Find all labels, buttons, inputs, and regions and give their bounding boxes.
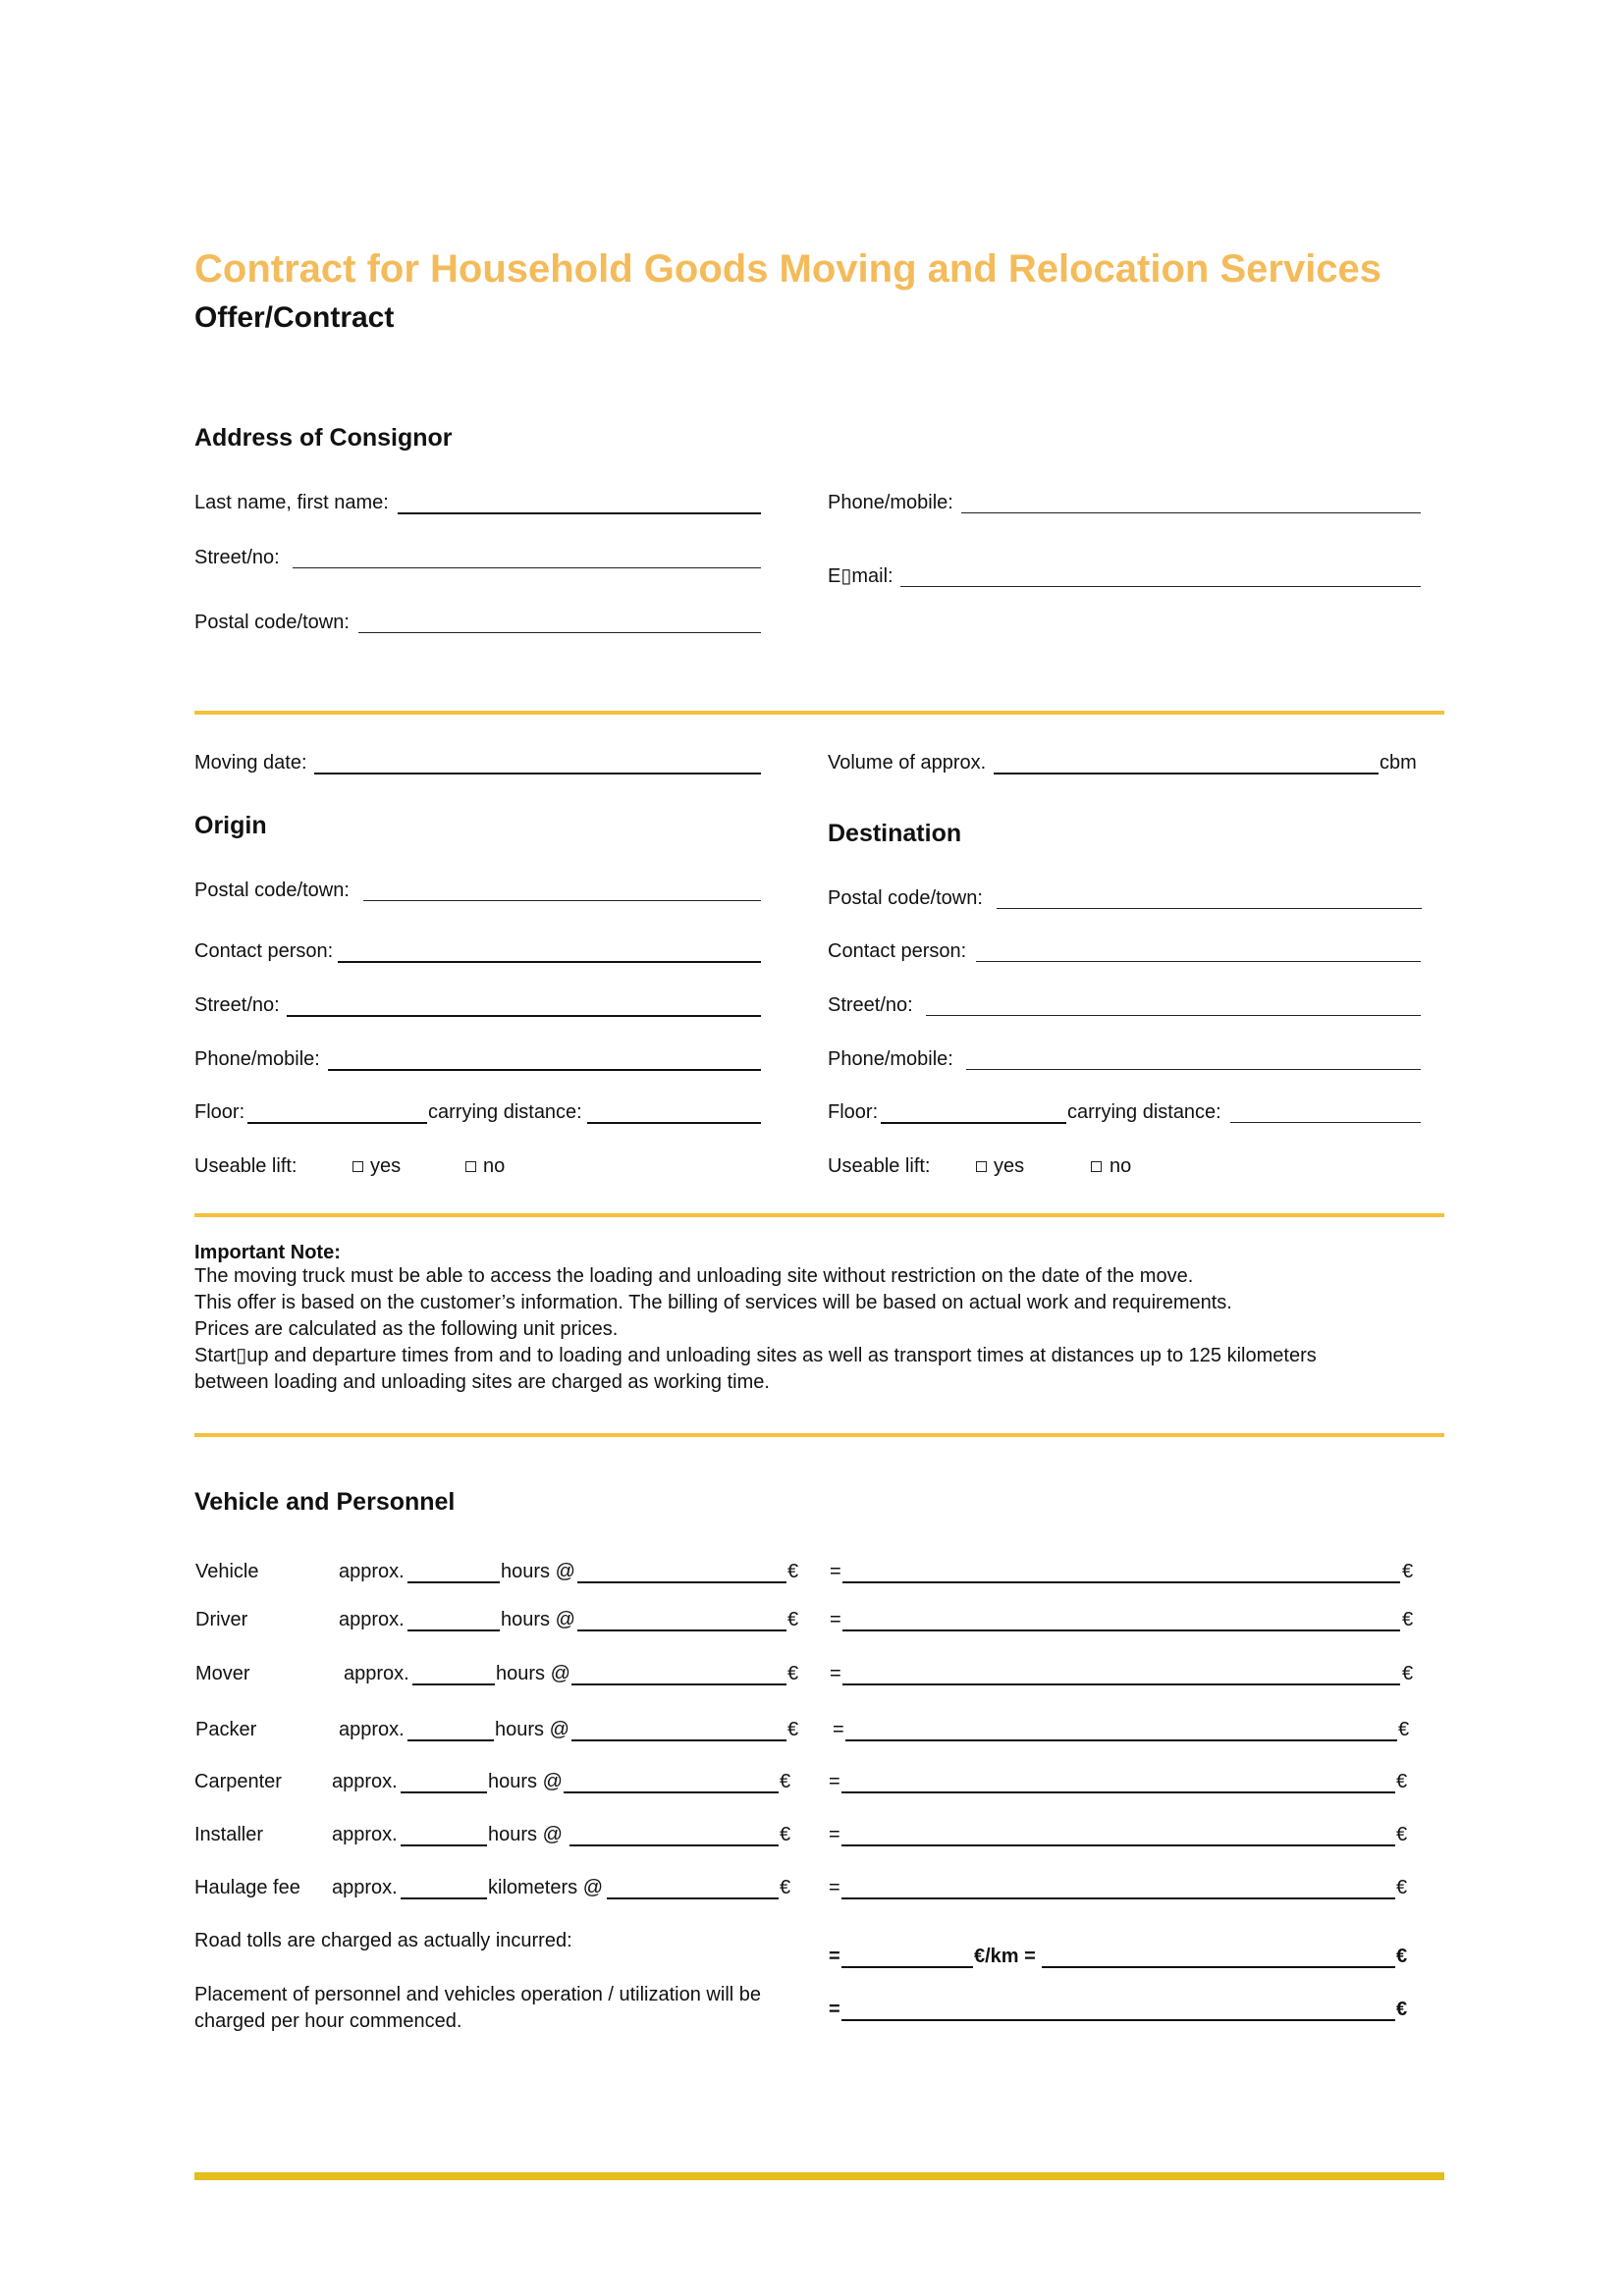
destination-floor-field[interactable]	[881, 1122, 1066, 1124]
footer-bar	[194, 2172, 1444, 2180]
note-heading: Important Note:	[194, 1242, 341, 1263]
hours-label: hours @	[488, 1771, 563, 1792]
destination-lift-label: Useable lift:	[828, 1155, 931, 1177]
note-line: Start▯up and departure times from and to loading and unloading sites as well as transport times at distances up to 125 kilometers	[194, 1345, 1317, 1366]
destination-contact-label: Contact person:	[828, 940, 967, 962]
destination-distance-field[interactable]	[1230, 1122, 1421, 1123]
row-label-packer: Packer	[195, 1719, 257, 1740]
hours-label: hours @	[495, 1719, 569, 1740]
moving-date-field[interactable]	[314, 773, 761, 774]
euro-label: €	[787, 1663, 799, 1684]
consignor-heading: Address of Consignor	[194, 424, 453, 452]
approx-label: approx.	[339, 1719, 405, 1740]
packer-hours-field[interactable]	[407, 1739, 494, 1741]
placement-text: charged per hour commenced.	[194, 2010, 462, 2032]
section-divider	[194, 1213, 1444, 1217]
euro-label: €	[780, 1771, 791, 1792]
mover-rate-field[interactable]	[571, 1683, 786, 1685]
origin-contact-label: Contact person:	[194, 940, 334, 962]
row-label-carpenter: Carpenter	[194, 1771, 282, 1792]
tolls-total-field[interactable]	[1042, 1966, 1395, 1968]
equals-label: =	[830, 1609, 841, 1630]
destination-postal-label: Postal code/town:	[828, 887, 983, 909]
consignor-postal-field[interactable]	[358, 632, 761, 633]
consignor-street-label: Street/no:	[194, 547, 280, 568]
origin-lift-no-label: no	[483, 1155, 506, 1177]
moving-date-label: Moving date:	[194, 752, 307, 774]
origin-distance-label: carrying distance:	[428, 1101, 582, 1123]
vehicle-rate-field[interactable]	[577, 1581, 786, 1583]
origin-street-label: Street/no:	[194, 994, 280, 1016]
haulage-total-field[interactable]	[841, 1897, 1395, 1899]
mover-total-field[interactable]	[842, 1683, 1400, 1685]
equals-label: =	[829, 1824, 840, 1845]
euro-label: €	[1396, 1946, 1408, 1967]
euro-label: €	[1396, 1771, 1408, 1792]
origin-lift-no-checkbox[interactable]	[465, 1161, 476, 1172]
origin-lift-label: Useable lift:	[194, 1155, 298, 1177]
euro-label: €	[1396, 1824, 1408, 1845]
section-divider	[194, 1433, 1444, 1437]
consignor-postal-label: Postal code/town:	[194, 612, 350, 633]
volume-label: Volume of approx.	[828, 752, 987, 774]
installer-hours-field[interactable]	[401, 1844, 487, 1846]
consignor-email-field[interactable]	[900, 586, 1421, 587]
origin-lift-yes-checkbox[interactable]	[352, 1161, 363, 1172]
equals-label: =	[830, 1663, 841, 1684]
euro-label: €	[780, 1824, 791, 1845]
note-line: This offer is based on the customer’s information. The billing of services will be based on actual work and requirements.	[194, 1292, 1232, 1313]
carpenter-total-field[interactable]	[841, 1791, 1395, 1793]
carpenter-rate-field[interactable]	[564, 1791, 779, 1793]
document-subtitle: Offer/Contract	[194, 301, 395, 334]
euro-label: €	[1402, 1609, 1414, 1630]
driver-hours-field[interactable]	[407, 1629, 500, 1631]
origin-lift-yes-label: yes	[370, 1155, 402, 1177]
approx-label: approx.	[332, 1877, 398, 1898]
destination-phone-label: Phone/mobile:	[828, 1048, 953, 1070]
consignor-name-field[interactable]	[398, 512, 761, 514]
vehicle-heading: Vehicle and Personnel	[194, 1488, 456, 1516]
hours-label: hours @	[501, 1609, 575, 1630]
origin-postal-label: Postal code/town:	[194, 880, 350, 901]
euro-label: €	[787, 1609, 799, 1630]
approx-label: approx.	[339, 1561, 405, 1582]
euro-label: €	[787, 1719, 799, 1740]
approx-label: approx.	[339, 1609, 405, 1630]
euro-label: €	[1396, 1999, 1408, 2020]
destination-heading: Destination	[828, 820, 962, 847]
destination-contact-field[interactable]	[976, 961, 1421, 962]
destination-street-field[interactable]	[926, 1015, 1421, 1016]
euro-label: €	[1398, 1719, 1410, 1740]
euro-label: €	[1402, 1663, 1414, 1684]
hours-label: hours @	[496, 1663, 570, 1684]
destination-street-label: Street/no:	[828, 994, 913, 1016]
equals-label: =	[833, 1719, 844, 1740]
packer-rate-field[interactable]	[571, 1739, 786, 1741]
mover-hours-field[interactable]	[412, 1683, 495, 1685]
destination-distance-label: carrying distance:	[1067, 1101, 1221, 1123]
volume-field[interactable]	[994, 773, 1379, 774]
carpenter-hours-field[interactable]	[401, 1791, 487, 1793]
equals-label: =	[829, 1999, 840, 2020]
row-label-haulage-fee: Haulage fee	[194, 1877, 300, 1898]
row-label-vehicle: Vehicle	[195, 1561, 259, 1582]
consignor-phone-field[interactable]	[961, 512, 1421, 513]
origin-floor-label: Floor:	[194, 1101, 245, 1123]
consignor-phone-label: Phone/mobile:	[828, 492, 953, 513]
equals-label: =	[829, 1946, 840, 1967]
driver-total-field[interactable]	[842, 1629, 1400, 1631]
note-line: The moving truck must be able to access the loading and unloading site without restriction on the date of the move.	[194, 1265, 1194, 1287]
row-label-mover: Mover	[195, 1663, 250, 1684]
origin-street-field[interactable]	[287, 1015, 761, 1017]
installer-rate-field[interactable]	[569, 1844, 779, 1846]
consignor-name-label: Last name, first name:	[194, 492, 389, 513]
placement-total-field[interactable]	[841, 2019, 1395, 2021]
section-divider	[194, 711, 1444, 715]
haulage-rate-field[interactable]	[607, 1897, 779, 1899]
approx-label: approx.	[344, 1663, 409, 1684]
equals-label: =	[830, 1561, 841, 1582]
kilometers-label: kilometers @	[488, 1877, 603, 1898]
equals-label: =	[829, 1877, 840, 1898]
origin-contact-field[interactable]	[338, 961, 761, 963]
origin-phone-field[interactable]	[328, 1069, 761, 1071]
volume-unit: cbm	[1380, 752, 1417, 774]
consignor-email-label: E▯mail:	[828, 565, 893, 587]
note-line: between loading and unloading sites are charged as working time.	[194, 1371, 770, 1393]
destination-lift-no-label: no	[1110, 1155, 1132, 1177]
installer-total-field[interactable]	[841, 1844, 1395, 1846]
destination-lift-yes-label: yes	[994, 1155, 1025, 1177]
driver-rate-field[interactable]	[577, 1629, 786, 1631]
document-title: Contract for Household Goods Moving and Relocation Services	[194, 247, 1382, 291]
euro-label: €	[787, 1561, 799, 1582]
road-tolls-label: Road tolls are charged as actually incurred:	[194, 1930, 572, 1951]
hours-label: hours @	[488, 1824, 563, 1845]
note-line: Prices are calculated as the following unit prices.	[194, 1318, 619, 1340]
destination-lift-no-checkbox[interactable]	[1091, 1161, 1102, 1172]
approx-label: approx.	[332, 1771, 398, 1792]
equals-label: =	[829, 1771, 840, 1792]
destination-lift-yes-checkbox[interactable]	[976, 1161, 987, 1172]
origin-heading: Origin	[194, 812, 267, 839]
haulage-km-field[interactable]	[401, 1897, 487, 1899]
packer-total-field[interactable]	[845, 1739, 1397, 1741]
placement-text: Placement of personnel and vehicles operation / utilization will be	[194, 1984, 762, 2005]
destination-phone-field[interactable]	[966, 1069, 1421, 1070]
tolls-rate-field[interactable]	[841, 1966, 973, 1968]
per-km-label: €/km =	[974, 1946, 1036, 1967]
origin-distance-field[interactable]	[587, 1122, 761, 1124]
consignor-street-field[interactable]	[293, 567, 761, 568]
origin-floor-field[interactable]	[247, 1122, 427, 1124]
vehicle-hours-field[interactable]	[407, 1581, 500, 1583]
euro-label: €	[780, 1877, 791, 1898]
hours-label: hours @	[501, 1561, 575, 1582]
row-label-installer: Installer	[194, 1824, 264, 1845]
important-note	[194, 1242, 1317, 1396]
vehicle-total-field[interactable]	[842, 1581, 1400, 1583]
row-label-driver: Driver	[195, 1609, 248, 1630]
origin-postal-field[interactable]	[363, 900, 761, 901]
euro-label: €	[1402, 1561, 1414, 1582]
euro-label: €	[1396, 1877, 1408, 1898]
destination-floor-label: Floor:	[828, 1101, 879, 1123]
approx-label: approx.	[332, 1824, 398, 1845]
origin-phone-label: Phone/mobile:	[194, 1048, 320, 1070]
destination-postal-field[interactable]	[997, 908, 1422, 909]
